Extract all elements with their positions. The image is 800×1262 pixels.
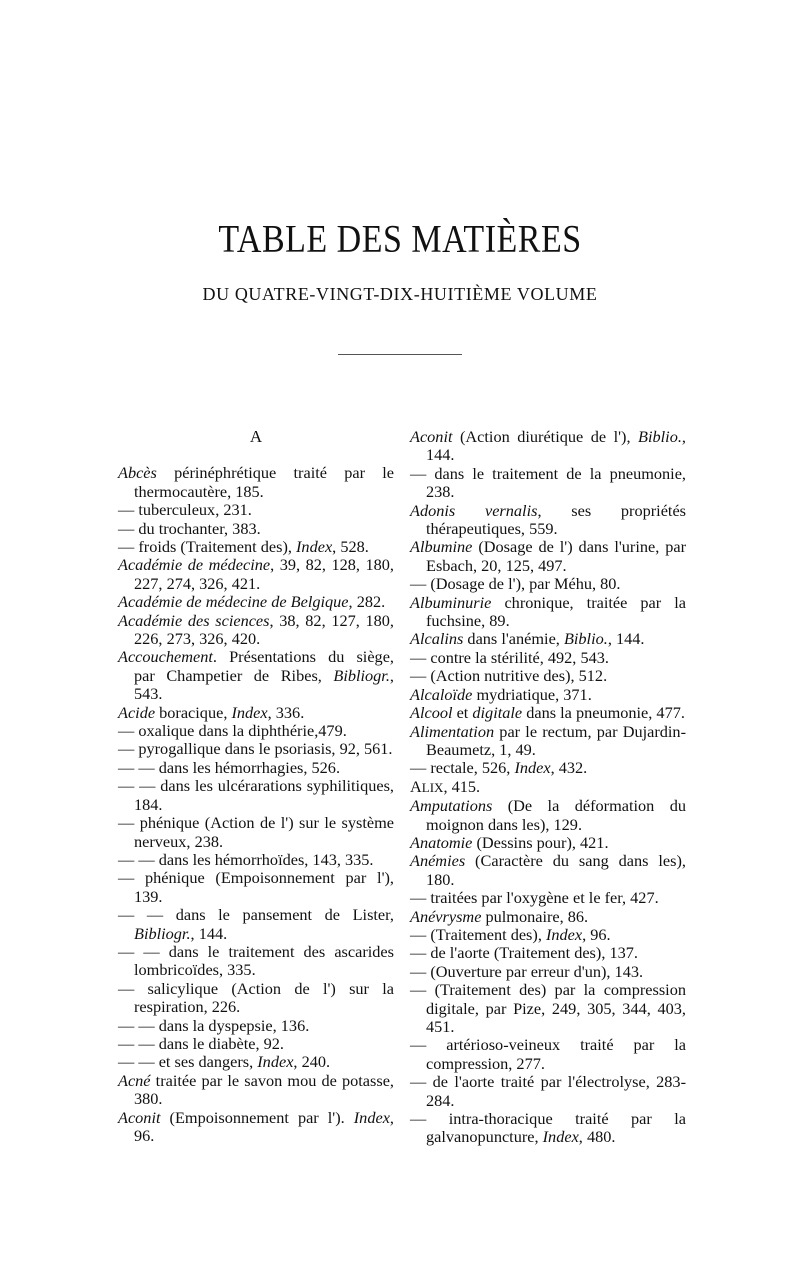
index-entry: Alimentation par le rectum, par Dujardin-Beaumetz, 1, 49. [410,721,686,759]
index-entry: — (Ouverture par erreur d'un), 143. [410,961,644,981]
page-title: TABLE DES MATIÈRES [218,218,582,261]
index-entry: — — dans le traitement des ascarides lombricoïdes, 335. [118,941,394,980]
index-entry: Acné traitée par le savon mou de potasse, 380. [118,1070,394,1109]
index-entry: Accouchement. Présentations du siège, par Champetier de Ribes, Bibliogr., 543. [118,647,394,704]
index-entry: — (Traitement des), Index, 96. [410,924,611,944]
index-entry: — — dans les hémorrhoïdes, 143, 335. [118,849,374,869]
index-entry: — tuberculeux, 231. [118,500,252,520]
index-entry: — oxalique dans la diphthérie,479. [118,721,347,741]
index-entry: — — dans le pansement de Lister, Bibliogr., 144. [118,905,394,943]
index-entry: Adonis vernalis, ses propriétés thérapeutiques, 559. [410,500,687,539]
index-entry: ALIX, 415. [410,776,481,796]
index-entry: — traitées par l'oxygène et le fer, 427. [410,888,659,908]
index-entry: Anatomie (Dessins pour), 421. [410,832,609,852]
index-entry: Amputations (De la déformation du moignon dans les), 129. [410,796,686,834]
index-entry: Albumine (Dosage de l') dans l'urine, par Esbach, 20, 125, 497. [410,537,686,575]
index-entry: — (Action nutritive des), 512. [410,666,608,686]
index-entry: Aconit (Action diurétique de l'), Biblio., 144. [410,427,686,465]
index-entry: — artérioso-veineux traité par la compression, 277. [410,1035,686,1073]
index-entry: Alcool et digitale dans la pneumonie, 477. [410,703,685,723]
index-entry: — — et ses dangers, Index, 240. [118,1052,331,1072]
index-entry: Académie des sciences, 38, 82, 127, 180, 226, 273, 326, 420. [118,610,394,649]
index-entry: — — dans les ulcérarations syphilitiques, 184. [118,776,394,814]
index-entry: — phénique (Empoisonnement par l'), 139. [118,868,394,906]
index-entry: Alcalins dans l'anémie, Biblio., 144. [410,629,645,649]
index-entry: Alcaloïde mydriatique, 371. [410,684,592,704]
section-letter: A [249,427,263,446]
index-entry: — de l'aorte (Traitement des), 137. [410,943,638,963]
page-subtitle: DU QUATRE-VINGT-DIX-HUITIÈME VOLUME [202,284,598,304]
index-entry: — — dans la dyspepsie, 136. [118,1015,310,1035]
index-entry: — pyrogallique dans le psoriasis, 92, 561. [118,739,393,759]
index-entry: Aconit (Empoisonnement par l'). Index, 96. [118,1107,394,1146]
index-entry: — dans le traitement de la pneumonie, 238. [410,463,686,502]
index-entry: — (Dosage de l'), par Méhu, 80. [410,574,621,594]
divider-rule [338,354,462,355]
index-entry: — salicylique (Action de l') sur la respiration, 226. [118,978,394,1017]
index-entry: — rectale, 526, Index, 432. [410,758,588,778]
index-entry: Abcès périnéphrétique traité par le thermocautère, 185. [118,463,394,501]
index-entry: — (Traitement des) par la compression digitale, par Pize, 249, 305, 344, 403, 451. [410,980,686,1036]
index-entry: — du trochanter, 383. [118,518,261,538]
index-entry: Anémies (Caractère du sang dans les), 180. [410,851,686,889]
index-entry: — — dans le diabète, 92. [118,1033,284,1053]
index-entry: — intra-thoracique traité par la galvanopuncture, Index, 480. [410,1109,686,1147]
index-entry: Acide boracique, Index, 336. [118,702,305,722]
index-entry: Académie de médecine de Belgique, 282. [118,592,386,612]
index-entry: Anévrysme pulmonaire, 86. [410,906,589,926]
index-entry: — froids (Traitement des), Index, 528. [118,537,369,557]
index-entry: — contre la stérilité, 492, 543. [410,647,609,667]
index-entry: Albuminurie chronique, traitée par la fuchsine, 89. [410,592,686,631]
index-entry: — de l'aorte traité par l'électrolyse, 283-284. [410,1072,686,1110]
index-entry: Académie de médecine, 39, 82, 128, 180, 227, 274, 326, 421. [118,555,394,593]
right-column [410,428,686,1147]
index-entry: — phénique (Action de l') sur le système nerveux, 238. [118,813,394,851]
left-column [118,428,394,1145]
index-entry: — — dans les hémorrhagies, 526. [118,757,341,777]
